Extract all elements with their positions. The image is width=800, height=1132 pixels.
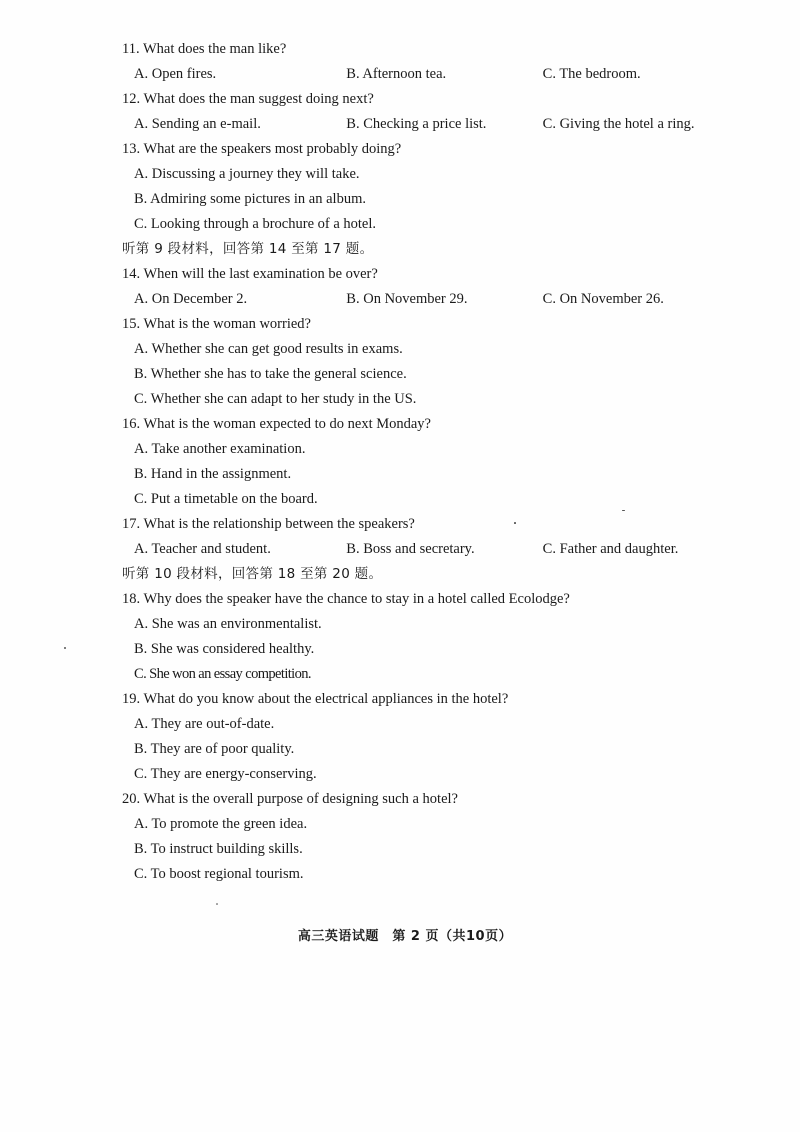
option-row [122,62,742,87]
answer-option: A. Discussing a journey they will take. [134,166,360,182]
answer-option: C. She won an essay competition. [134,666,311,682]
answer-option: B. Admiring some pictures in an album. [134,191,366,207]
answer-option: C. Put a timetable on the board. [134,491,318,507]
option-row [122,112,742,137]
answer-option: A. Sending an e-mail. [134,116,261,132]
answer-option: B. To instruct building skills. [134,841,303,857]
scan-speck [514,522,516,524]
scan-speck [64,647,66,649]
question-stem: 13. What are the speakers most probably doing? [122,141,402,157]
question-stem: 16. What is the woman expected to do next Monday? [122,416,431,432]
answer-option: B. Afternoon tea. [346,66,447,82]
answer-option: A. Open fires. [134,66,217,82]
answer-option: C. Giving the hotel a ring. [542,116,695,132]
section-instruction: 听第 9 段材料，回答第 14 至第 17 题。 [122,241,374,257]
answer-option: C. The bedroom. [542,66,641,82]
question-stem: 19. What do you know about the electrical appliances in the hotel? [122,691,509,707]
answer-option: A. They are out-of-date. [134,716,275,732]
question-stem: 20. What is the overall purpose of designing such a hotel? [122,791,458,807]
answer-option: C. They are energy-conserving. [134,766,317,782]
answer-option: C. Whether she can adapt to her study in the US. [134,391,417,407]
answer-option: B. Boss and secretary. [346,541,475,557]
answer-option: C. To boost regional tourism. [134,866,304,882]
answer-option: B. She was considered healthy. [134,641,315,657]
option-row [122,537,742,562]
answer-option: B. Hand in the assignment. [134,466,292,482]
answer-option: A. On December 2. [134,291,248,307]
section-instruction: 听第 10 段材料，回答第 18 至第 20 题。 [122,566,383,582]
question-stem: 12. What does the man suggest doing next? [122,91,374,107]
scan-speck [216,903,218,905]
answer-option: C. Looking through a brochure of a hotel. [134,216,377,232]
option-row [122,287,742,312]
answer-option: C. Father and daughter. [542,541,679,557]
answer-option: B. Whether she has to take the general science. [134,366,407,382]
question-stem: 14. When will the last examination be over? [122,266,378,282]
answer-option: A. To promote the green idea. [134,816,308,832]
answer-option: A. Whether she can get good results in exams. [134,341,403,357]
question-stem: 15. What is the woman worried? [122,316,311,332]
question-stem: 11. What does the man like? [122,41,287,57]
answer-option: C. On November 26. [542,291,664,307]
answer-option: B. Checking a price list. [346,116,487,132]
answer-option: A. She was an environmentalist. [134,616,322,632]
answer-option: A. Take another examination. [134,441,306,457]
question-stem: 17. What is the relationship between the speakers? [122,516,415,532]
question-list [122,37,742,887]
page-footer: 高三英语试题 第 2 页（共10页） [297,929,513,944]
answer-option: A. Teacher and student. [134,541,271,557]
answer-option: B. On November 29. [346,291,468,307]
answer-option: B. They are of poor quality. [134,741,295,757]
question-stem: 18. Why does the speaker have the chance to stay in a hotel called Ecolodge? [122,591,570,607]
